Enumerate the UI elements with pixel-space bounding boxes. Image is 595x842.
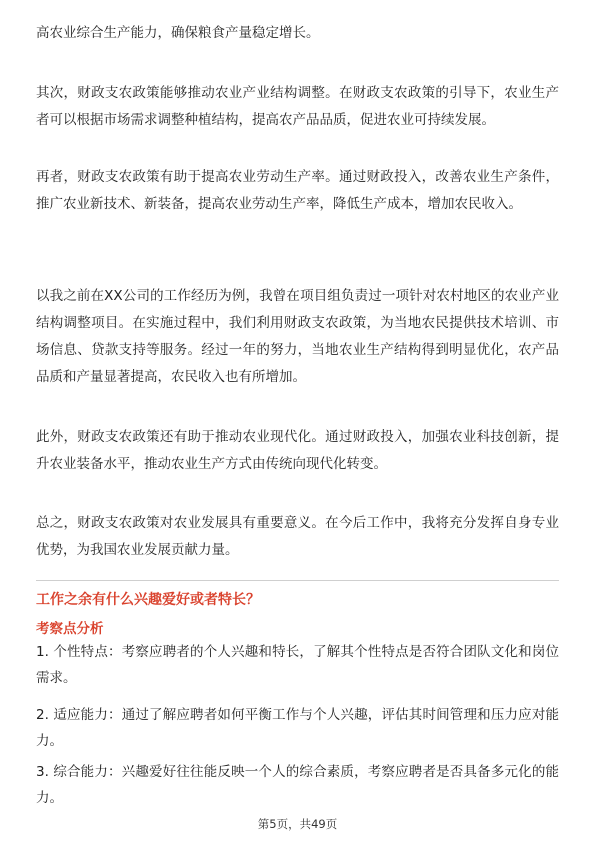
paragraph-continuation: 高农业综合生产能力，确保粮食产量稳定增长。 — [36, 25, 320, 41]
analysis-heading: 考察点分析 — [36, 621, 104, 637]
section-divider — [36, 580, 559, 581]
page-number: 第5页，共49页 — [257, 817, 338, 831]
paragraph-modernization: 此外，财政支农政策还有助于推动农业现代化。通过财政投入，加强农业科技创新，提升农业装备水平，推动农业生产方式由传统向现代化转变。 — [36, 429, 559, 472]
question-title: 工作之余有什么兴趣爱好或者特长？ — [36, 592, 260, 608]
paragraph-conclusion: 总之，财政支农政策对农业发展具有重要意义。在今后工作中，我将充分发挥自身专业优势，为我国农业发展贡献力量。 — [36, 515, 559, 558]
list-item: 2. 适应能力：通过了解应聘者如何平衡工作与个人兴趣，评估其时间管理和压力应对能力。 — [36, 707, 559, 749]
list-item: 3. 综合能力：兴趣爱好往往能反映一个人的综合素质，考察应聘者是否具备多元化的能力。 — [36, 764, 559, 806]
paragraph-work-example: 以我之前在XX公司的工作经历为例，我曾在项目组负责过一项针对农村地区的农业产业结构调整项目。在实施过程中，我们利用财政支农政策，为当地农民提供技术培训、市场信息、贷款支持等服务。经过一年的努力，当地农业生产结构得到明显优化，农产品品质和产量显著提高，农民收入也有所增加。 — [36, 288, 559, 385]
paragraph-productivity: 再者，财政支农政策有助于提高农业劳动生产率。通过财政投入，改善农业生产条件，推广农业新技术、新装备，提高农业劳动生产率，降低生产成本，增加农民收入。 — [36, 169, 559, 212]
paragraph-structure-adjustment: 其次，财政支农政策能够推动农业产业结构调整。在财政支农政策的引导下，农业生产者可以根据市场需求调整种植结构，提高农产品品质，促进农业可持续发展。 — [36, 85, 559, 128]
list-item: 1. 个性特点：考察应聘者的个人兴趣和特长，了解其个性特点是否符合团队文化和岗位需求。 — [36, 644, 559, 686]
